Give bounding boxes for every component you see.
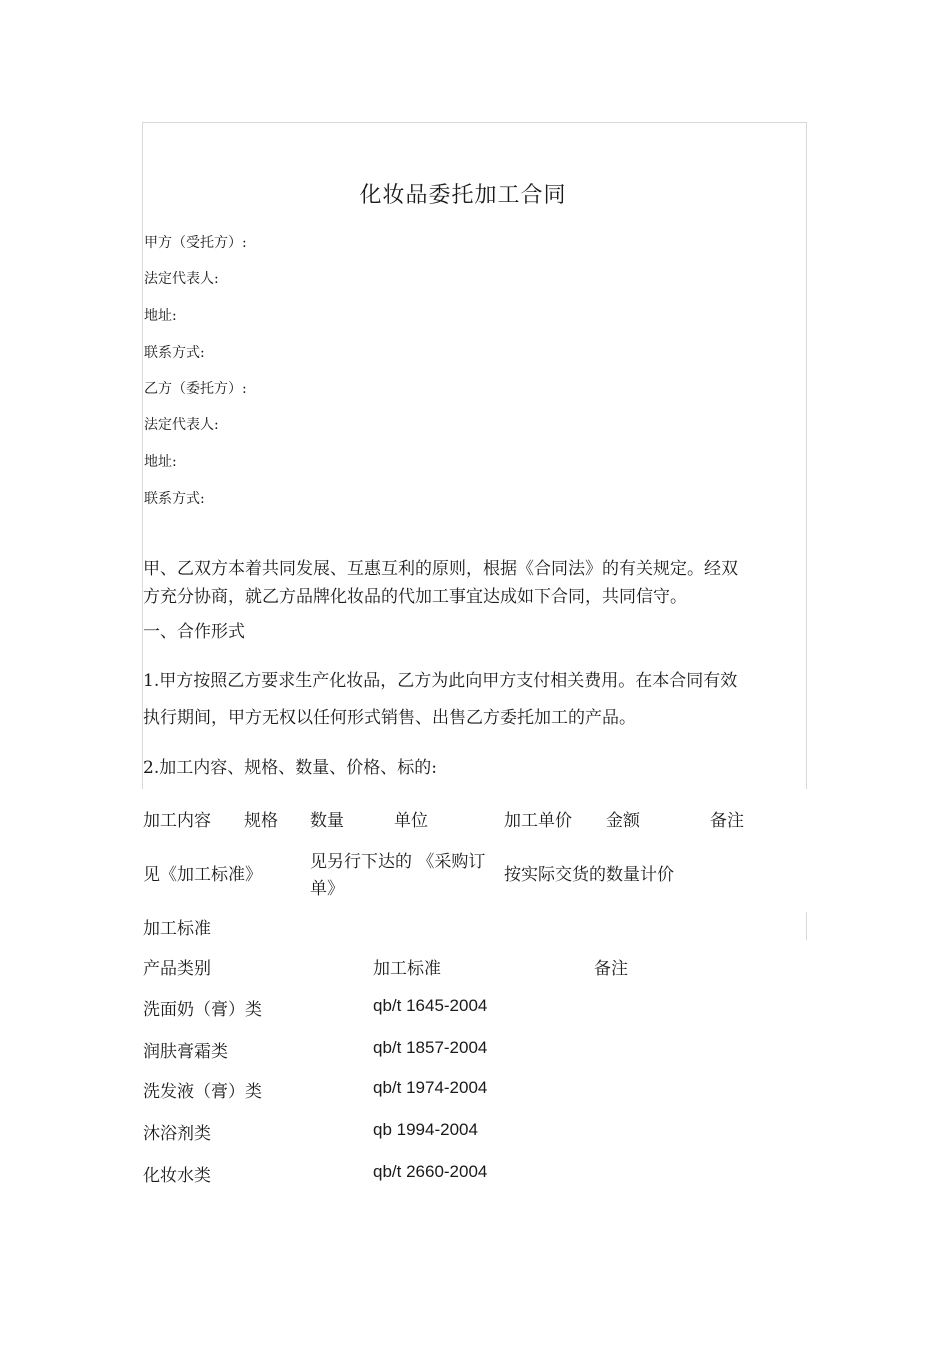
- standards-row-category: 润肤膏霜类: [143, 1042, 228, 1062]
- party-a-rep-label: 法定代表人:: [144, 271, 219, 287]
- processing-table-header-unit: 单位: [394, 811, 428, 831]
- document-title: 化妆品委托加工合同: [359, 183, 567, 208]
- page-frame-right-border-segment: [806, 912, 807, 940]
- processing-table-header-amount: 金额: [606, 811, 640, 831]
- standards-row-category: 洗发液（膏）类: [143, 1082, 262, 1102]
- standards-table-header-category: 产品类别: [143, 959, 211, 979]
- party-a-address-label: 地址:: [144, 308, 177, 324]
- section-1-heading: 一、合作形式: [143, 622, 245, 642]
- processing-table-cell-quantity-line-1: 见另行下达的 《采购订: [310, 852, 486, 872]
- standards-row-category: 沐浴剂类: [143, 1124, 211, 1144]
- processing-table-cell-price: 按实际交货的数量计价: [504, 865, 674, 885]
- clause-1-line-1: 1.甲方按照乙方要求生产化妆品，乙方为此向甲方支付相关费用。在本合同有效: [143, 671, 738, 691]
- standards-row-standard: qb/t 1974-2004: [373, 1078, 488, 1097]
- page-frame-top-border: [142, 122, 807, 123]
- standards-row-standard: qb/t 1645-2004: [373, 996, 488, 1015]
- page-frame-right-border: [806, 122, 807, 789]
- processing-table-header-unit-price: 加工单价: [504, 811, 572, 831]
- clause-1-line-2: 执行期间，甲方无权以任何形式销售、出售乙方委托加工的产品。: [143, 708, 636, 728]
- processing-table-cell-quantity-line-2: 单》: [310, 879, 344, 899]
- processing-table-cell-content: 见《加工标准》: [143, 865, 262, 885]
- processing-table-header-note: 备注: [710, 811, 744, 831]
- standards-row-standard: qb/t 1857-2004: [373, 1038, 488, 1057]
- standards-table-header-standard: 加工标准: [373, 959, 441, 979]
- intro-line-2: 方充分协商，就乙方品牌化妆品的代加工事宜达成如下合同，共同信守。: [143, 587, 687, 607]
- standards-heading: 加工标准: [143, 919, 211, 939]
- party-b-contact-label: 联系方式:: [144, 491, 205, 507]
- standards-row-standard: qb/t 2660-2004: [373, 1162, 488, 1181]
- party-b-address-label: 地址:: [144, 454, 177, 470]
- clause-2: 2.加工内容、规格、数量、价格、标的:: [143, 758, 437, 778]
- standards-table-header-note: 备注: [594, 959, 628, 979]
- party-b-name-label: 乙方（委托方）:: [144, 381, 247, 397]
- intro-line-1: 甲、乙双方本着共同发展、互惠互利的原则，根据《合同法》的有关规定。经双: [143, 559, 738, 579]
- party-a-contact-label: 联系方式:: [144, 345, 205, 361]
- standards-row-category: 化妆水类: [143, 1166, 211, 1186]
- processing-table-header-spec: 规格: [244, 811, 278, 831]
- processing-table-header-content: 加工内容: [143, 811, 211, 831]
- standards-row-standard: qb 1994-2004: [373, 1120, 478, 1139]
- processing-table-header-quantity: 数量: [310, 811, 344, 831]
- party-a-name-label: 甲方（受托方）:: [144, 235, 247, 251]
- party-b-rep-label: 法定代表人:: [144, 417, 219, 433]
- standards-row-category: 洗面奶（膏）类: [143, 1000, 262, 1020]
